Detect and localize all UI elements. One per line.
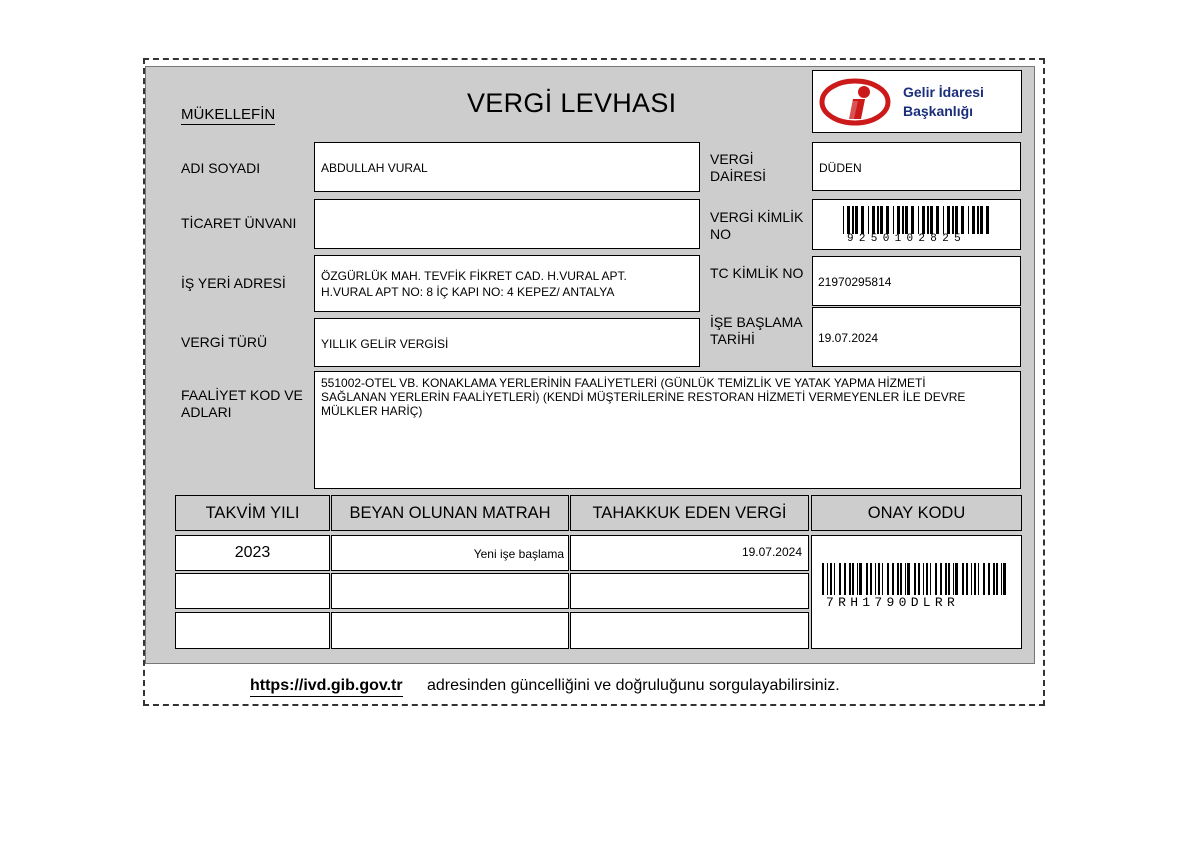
barcode-bar	[827, 563, 828, 595]
barcode-bar	[947, 206, 950, 234]
barcode-bar	[834, 563, 835, 595]
barcode-bar	[880, 206, 883, 234]
barcode-bar	[986, 206, 989, 234]
barcode-bar	[830, 563, 832, 595]
table-cell-year: 2023	[175, 535, 330, 571]
tax-id-value: 9250102825	[847, 233, 967, 245]
barcode-bar	[968, 206, 969, 234]
tax-type-label: VERGİ TÜRÜ	[181, 334, 268, 350]
tc-id-field	[812, 256, 1021, 306]
section-label: MÜKELLEFİN	[181, 106, 276, 123]
header-approval: ONAY KODU	[811, 495, 1022, 531]
table-cell-tax	[570, 612, 809, 649]
table-cell-tax	[570, 573, 809, 609]
tax-id-label: VERGİ KİMLİK NO	[710, 209, 804, 242]
name-value: ABDULLAH VURAL	[321, 161, 428, 175]
barcode-bar	[930, 206, 933, 234]
tax-id-barcode	[843, 206, 993, 234]
table-cell-tax: 19.07.2024	[570, 535, 809, 571]
barcode-bar	[914, 563, 916, 595]
barcode-bar	[993, 563, 995, 595]
barcode-bar	[988, 563, 990, 595]
barcode-bar	[978, 563, 979, 595]
name-label: ADI SOYADI	[181, 160, 261, 176]
tax-id-field	[812, 199, 1021, 250]
page-title: VERGİ LEVHASI	[467, 88, 677, 118]
barcode-bar	[966, 563, 968, 595]
header-tax: TAHAKKUK EDEN VERGİ	[570, 495, 809, 531]
table-cell-base	[331, 573, 569, 609]
approval-code-cell	[811, 535, 1022, 649]
barcode-bar	[907, 563, 910, 595]
barcode-bar	[878, 563, 880, 595]
barcode-bar	[868, 206, 869, 234]
barcode-bar	[952, 206, 954, 234]
barcode-bar	[980, 206, 983, 234]
barcode-bar	[962, 563, 964, 595]
barcode-bar	[849, 563, 851, 595]
activity-line-3: MÜLKLER HARİÇ)	[321, 404, 423, 418]
tax-office-label: VERGİ DAİRESİ	[710, 151, 767, 184]
barcode-bar	[955, 563, 958, 595]
barcode-bar	[930, 563, 931, 595]
barcode-bar	[948, 563, 950, 595]
barcode-bar	[923, 563, 924, 595]
start-date-value: 19.07.2024	[818, 331, 879, 345]
table-cell-year	[175, 612, 330, 649]
approval-barcode	[822, 563, 1012, 595]
barcode-bar	[1001, 563, 1002, 595]
barcode-bar	[972, 206, 975, 234]
barcode-bar	[945, 563, 947, 595]
barcode-bar	[861, 206, 864, 234]
barcode-bar	[897, 563, 899, 595]
barcode-bar	[974, 563, 976, 595]
tax-office-value: DÜDEN	[819, 161, 862, 175]
start-date-field	[812, 307, 1021, 367]
activity-field	[314, 371, 1021, 489]
barcode-bar	[953, 563, 954, 595]
approval-code-value: 7RH1790DLRR	[826, 595, 960, 610]
barcode-bar	[943, 206, 944, 234]
address-field	[314, 255, 700, 312]
barcode-bar	[822, 563, 824, 595]
trade-name-field	[314, 199, 700, 249]
footer-text: adresinden güncelliğini ve doğruluğunu sorgulayabilirsiniz.	[427, 677, 840, 694]
barcode-bar	[936, 206, 939, 234]
activity-line-1: 551002-OTEL VB. KONAKLAMA YERLERİNİN FAALİYETLERİ (GÜNLÜK TEMİZLİK VE YATAK YAPMA HİZMETİ	[321, 376, 926, 390]
barcode-bar	[926, 563, 928, 595]
barcode-bar	[872, 206, 875, 234]
trade-name-label: TİCARET ÜNVANI	[181, 215, 297, 231]
address-line-2: H.VURAL APT NO: 8 İÇ KAPI NO: 4 KEPEZ/ ANTALYA	[321, 285, 615, 299]
tax-office-field	[812, 142, 1021, 191]
barcode-bar	[875, 563, 876, 595]
barcode-bar	[927, 206, 929, 234]
header-base: BEYAN OLUNAN MATRAH	[331, 495, 569, 531]
barcode-bar	[857, 563, 858, 595]
table-cell-year	[175, 573, 330, 609]
barcode-bar	[905, 563, 906, 595]
barcode-bar	[897, 206, 900, 234]
barcode-bar	[877, 206, 879, 234]
barcode-bar	[839, 563, 841, 595]
barcode-bar	[859, 563, 862, 595]
tc-id-value: 21970295814	[818, 275, 892, 289]
address-line-1: ÖZGÜRLÜK MAH. TEVFİK FİKRET CAD. H.VURAL APT.	[321, 269, 627, 283]
barcode-bar	[922, 206, 925, 234]
barcode-bar	[961, 206, 964, 234]
barcode-bar	[870, 563, 872, 595]
barcode-bar	[900, 563, 902, 595]
gib-i-icon	[819, 77, 891, 127]
gib-logo	[812, 70, 1022, 133]
start-date-label: İŞE BAŞLAMA TARİHİ	[710, 314, 803, 347]
barcode-bar	[852, 206, 854, 234]
barcode-bar	[892, 563, 894, 595]
barcode-bar	[886, 206, 889, 234]
barcode-bar	[911, 206, 914, 234]
barcode-bar	[893, 206, 894, 234]
barcode-bar	[983, 563, 985, 595]
barcode-bar	[855, 206, 858, 234]
barcode-bar	[902, 206, 904, 234]
table-cell-base: Yeni işe başlama	[331, 535, 569, 571]
barcode-bar	[905, 206, 908, 234]
barcode-bar	[918, 563, 920, 595]
activity-line-2: SAĞLANAN YERLERİN FAALİYETLERİ) (KENDİ MÜŞTERİLERİNE RESTORAN HİZMETİ VERMEYENLER İLE DEVRE	[321, 390, 966, 404]
barcode-bar	[887, 563, 889, 595]
barcode-bar	[940, 563, 942, 595]
logo-line-1: Gelir İdaresi	[903, 84, 984, 100]
activity-label: FAALİYET KOD VE ADLARI	[181, 387, 303, 420]
header-year: TAKVİM YILI	[175, 495, 330, 531]
barcode-bar	[847, 206, 850, 234]
barcode-bar	[971, 563, 972, 595]
barcode-bar	[844, 563, 846, 595]
tax-type-value: YILLIK GELİR VERGİSİ	[321, 337, 449, 351]
address-label: İŞ YERİ ADRESİ	[181, 275, 286, 291]
barcode-bar	[996, 563, 998, 595]
barcode-bar	[843, 206, 844, 234]
barcode-bar	[1003, 563, 1006, 595]
barcode-bar	[977, 206, 979, 234]
barcode-bar	[935, 563, 937, 595]
barcode-bar	[918, 206, 919, 234]
tc-id-label: TC KİMLİK NO	[710, 265, 804, 281]
barcode-bar	[852, 563, 854, 595]
verification-link[interactable]: https://ivd.gib.gov.tr	[250, 677, 403, 697]
tax-type-field	[314, 318, 700, 367]
logo-line-2: Başkanlığı	[903, 103, 974, 119]
barcode-bar	[955, 206, 958, 234]
barcode-bar	[866, 563, 868, 595]
name-field	[314, 142, 700, 192]
table-cell-base	[331, 612, 569, 649]
barcode-bar	[882, 563, 883, 595]
